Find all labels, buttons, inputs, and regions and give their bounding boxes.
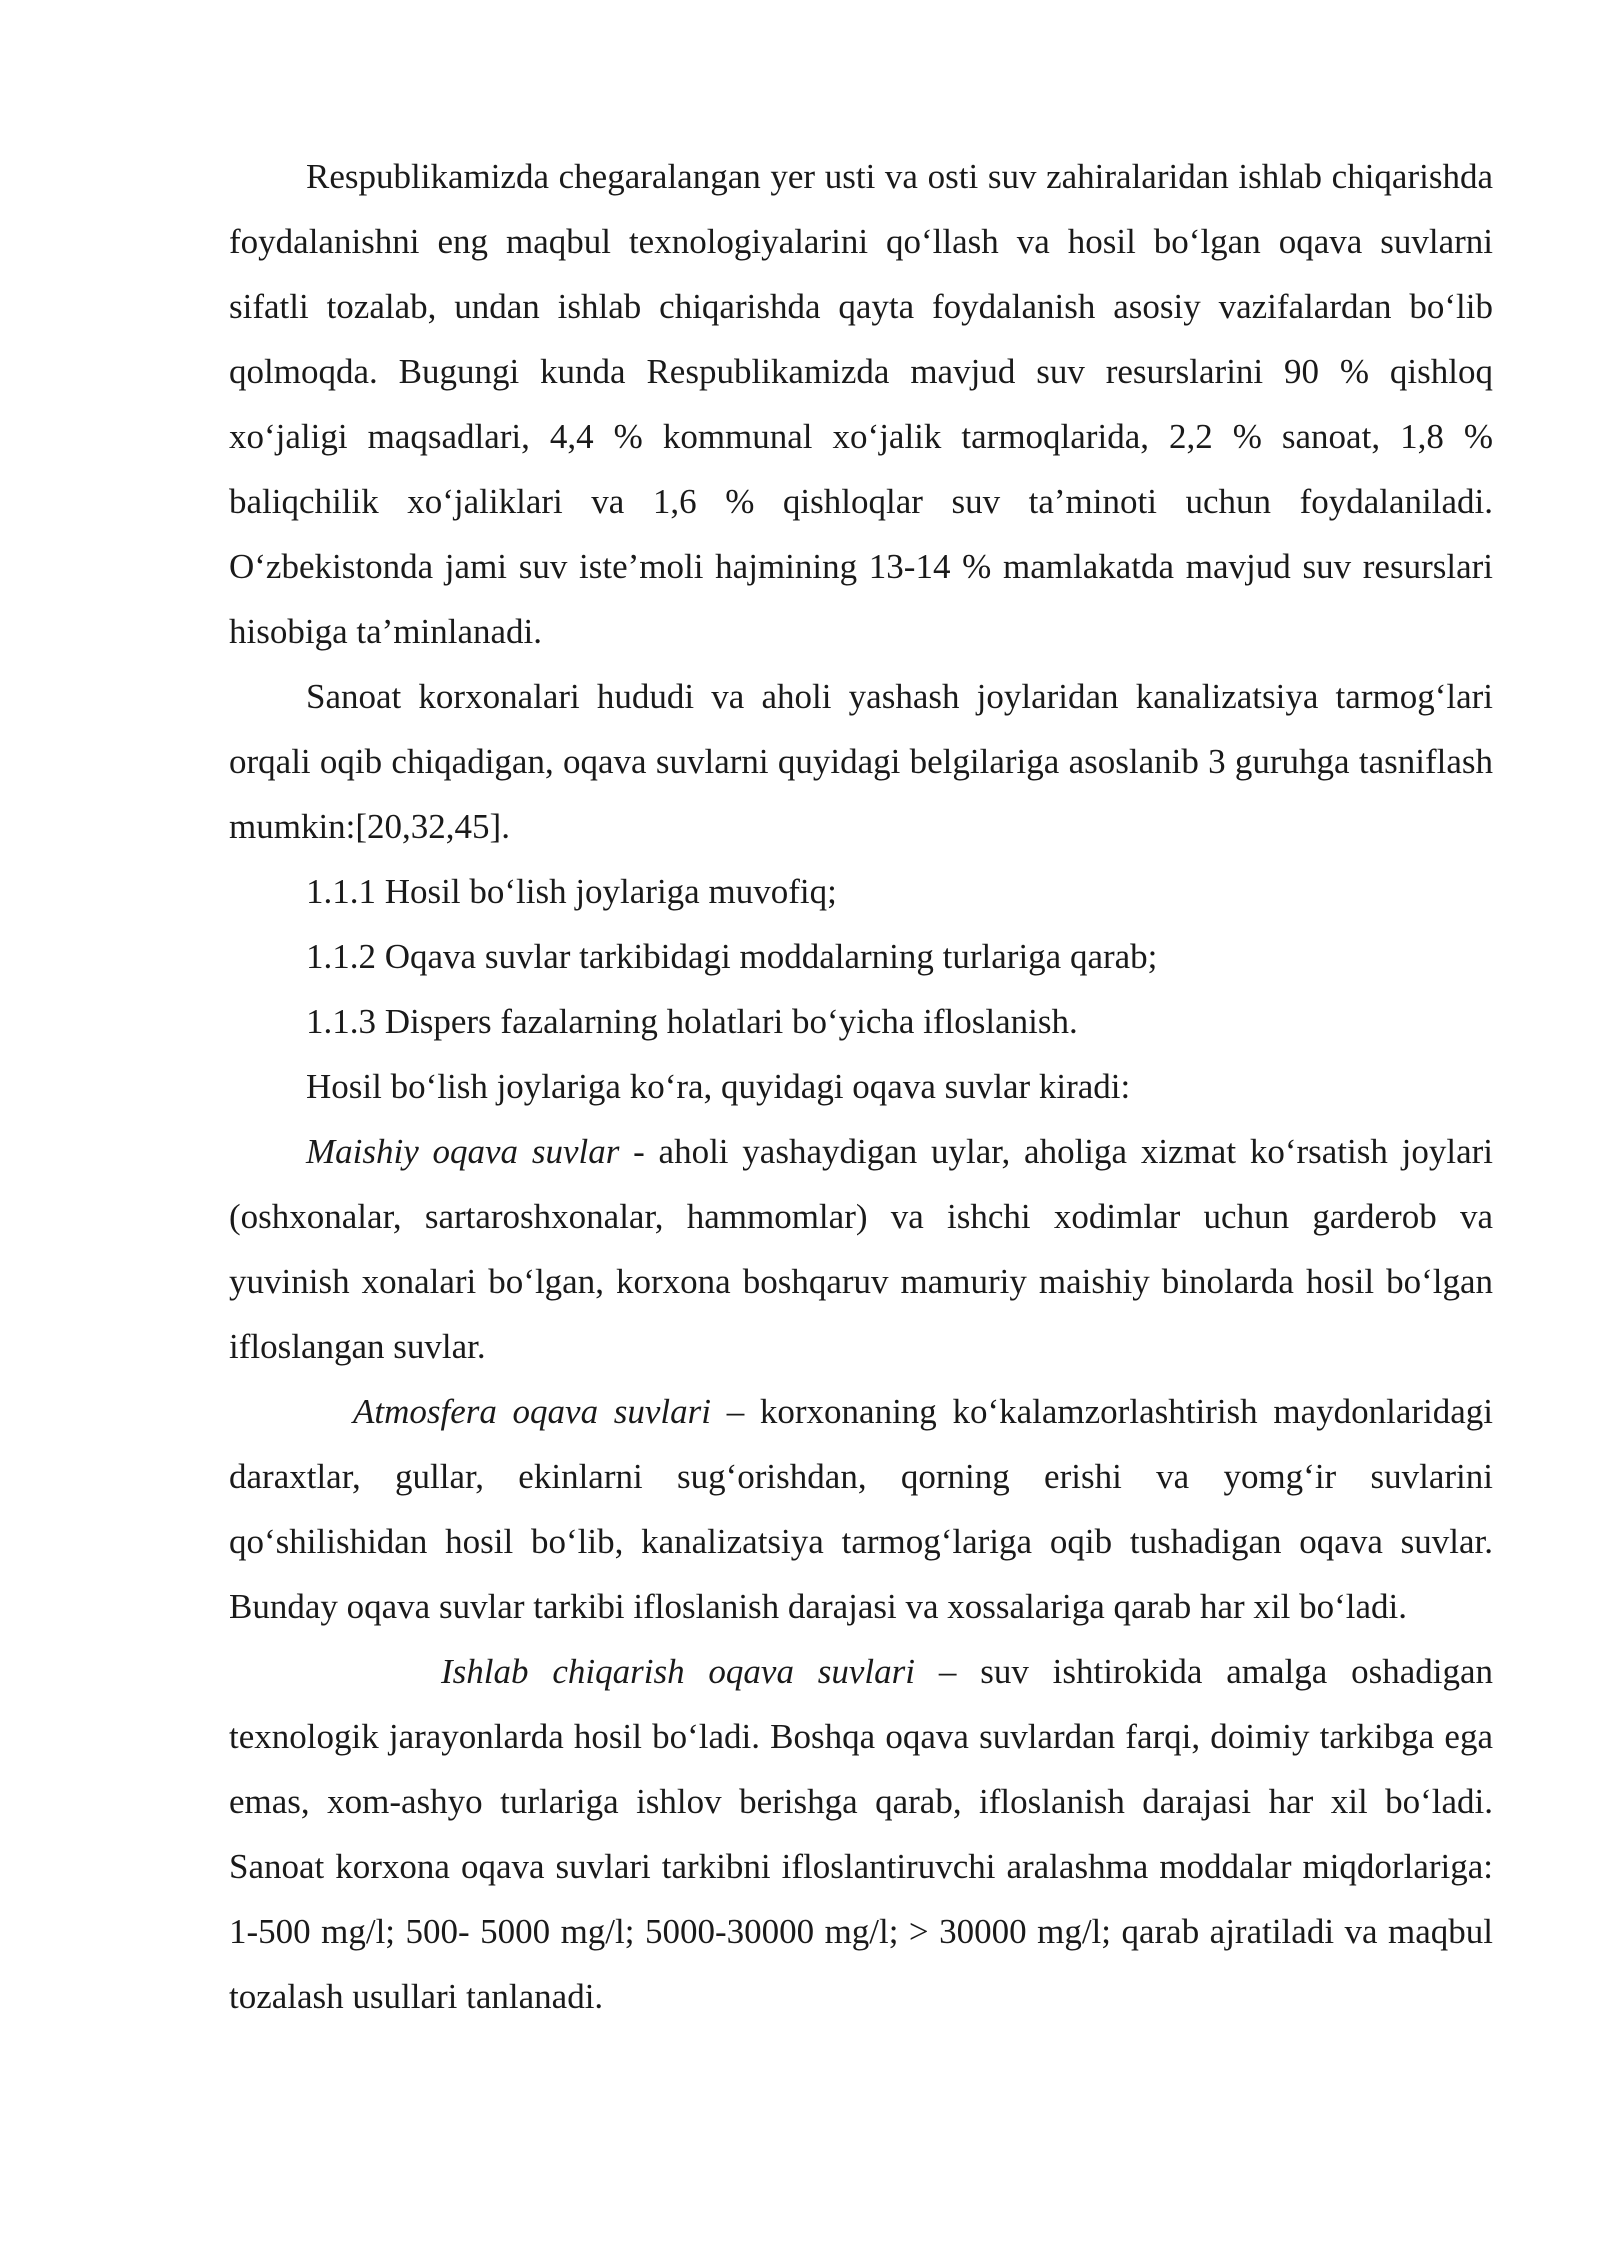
- paragraph-intro: Hosil bo‘lish joylariga ko‘ra, quyidagi oqava suvlar kiradi:: [306, 1067, 1131, 1106]
- term-household: Maishiy oqava suvlar: [306, 1132, 620, 1171]
- document-page: [229, 144, 1493, 2029]
- paragraph-classification: Sanoat korxonalari hududi va aholi yashash joylaridan kanalizatsiya tarmog‘lari orqali oqib chiqadigan, oqava suvlarni quyidagi belgilariga asoslanib 3 guruhga tasniflash mumkin:[20,32,45].: [229, 677, 1493, 846]
- term-industrial: Ishlab chiqarish oqava suvlari: [441, 1652, 916, 1691]
- paragraph-household-wastewater: [229, 1119, 1493, 1379]
- paragraph-atmospheric-wastewater: [229, 1379, 1493, 1639]
- list-item-1: 1.1.1 Hosil bo‘lish joylariga muvofiq;: [306, 872, 837, 911]
- paragraph-water-resources: Respublikamizda chegaralangan yer usti va osti suv zahiralaridan ishlab chiqarishda foydalanishni eng maqbul texnologiyalarini qo‘llash va hosil bo‘lgan oqava suvlarni sifatli tozalab, undan ishlab chiqarishda qayta foydalanish asosiy vazifalardan bo‘lib qolmoqda. Bugungi kunda Respublikamizda mavjud suv resurslarini 90 % qishloq xo‘jaligi maqsadlari, 4,4 % kommunal xo‘jalik tarmoqlarida, 2,2 % sanoat, 1,8 % baliqchilik xo‘jaliklari va 1,6 % qishloqlar suv ta’minoti uchun foydalaniladi. O‘zbekistonda jami suv iste’moli hajmining 13-14 % mamlakatda mavjud suv resurslari hisobiga ta’minlanadi.: [229, 157, 1493, 651]
- paragraph-industrial-wastewater: [229, 1639, 1493, 2029]
- list-item-3: 1.1.3 Dispers fazalarning holatlari bo‘yicha ifloslanish.: [306, 1002, 1078, 1041]
- term-atmospheric: Atmosfera oqava suvlari: [353, 1392, 712, 1431]
- definition-industrial: – suv ishtirokida amalga oshadigan texnologik jarayonlarda hosil bo‘ladi. Boshqa oqava suvlardan farqi, doimiy tarkibga ega emas, xom-ashyo turlariga ishlov berishga qarab, ifloslanish darajasi har xil bo‘ladi. Sanoat korxona oqava suvlari tarkibni ifloslantiruvchi aralashma moddalar miqdorlariga: 1-500 mg/l; 500- 5000 mg/l; 5000-30000 mg/l; > 30000 mg/l; qarab ajratiladi va maqbul tozalash usullari tanlanadi.: [229, 1652, 1494, 2016]
- definition-household: - aholi yashaydigan uylar, aholiga xizmat ko‘rsatish joylari (oshxonalar, sartaroshxonalar, hammomlar) va ishchi xodimlar uchun garderob va yuvinish xonalari bo‘lgan, korxona boshqaruv mamuriy maishiy binolarda hosil bo‘lgan ifloslangan suvlar.: [229, 1132, 1493, 1366]
- definition-atmospheric: – korxonaning ko‘kalamzorlashtirish maydonlaridagi daraxtlar, gullar, ekinlarni sug‘orishdan, qorning erishi va yomg‘ir suvlarini qo‘shilishidan hosil bo‘lib, kanalizatsiya tarmog‘lariga oqib tushadigan oqava suvlar. Bunday oqava suvlar tarkibi ifloslanish darajasi va xossalariga qarab har xil bo‘ladi.: [229, 1392, 1494, 1626]
- list-item-2: 1.1.2 Oqava suvlar tarkibidagi moddalarning turlariga qarab;: [306, 937, 1158, 976]
